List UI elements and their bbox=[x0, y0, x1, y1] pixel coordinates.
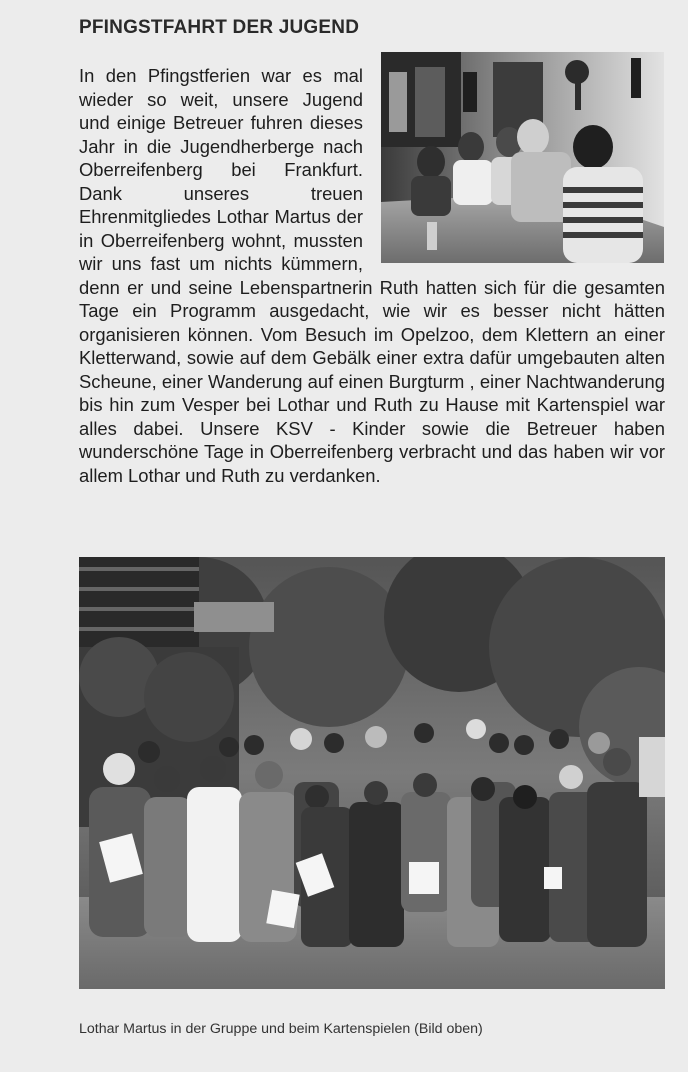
group-photo bbox=[79, 557, 665, 989]
photo-float-spacer bbox=[363, 64, 665, 266]
article-body-text: In den Pfingstferien war es mal wieder so weit, unsere Jugend und einige Betreuer fuhren dieses Jahr in die Jugendherberge nach Oberreifenberg bei Frankfurt. Dank unseres treuen Ehrenmitgliedes Lothar Martus der in Oberreifenberg wohnt, mussten wir uns fast um nichts kümmern, denn er und seine Lebenspartnerin Ruth hatten sich für die gesamten Tage ein Programm ausgedacht, wie wir es besser nicht hätten organisieren können. Vom Besuch im Opelzoo, dem Klettern an einer Kletterwand, sowie auf dem Gebälk einer extra dafür umgebauten alten Scheune, einer Wanderung auf einen Burgturm , einer Nachtwanderung bis hin zum Vesper bei Lothar und Ruth zu Hause mit Kartenspiel war alles dabei. Unsere KSV - Kinder sowie die Betreuer haben wunderschöne Tage in Oberreifenberg verbracht und das haben wir vor allem Lothar und Ruth zu verdanken. bbox=[79, 65, 665, 486]
photo-caption: Lothar Martus in der Gruppe und beim Kartenspielen (Bild oben) bbox=[79, 1021, 483, 1037]
article-title: PFINGSTFAHRT DER JUGEND bbox=[79, 17, 360, 38]
article-body bbox=[79, 64, 665, 487]
